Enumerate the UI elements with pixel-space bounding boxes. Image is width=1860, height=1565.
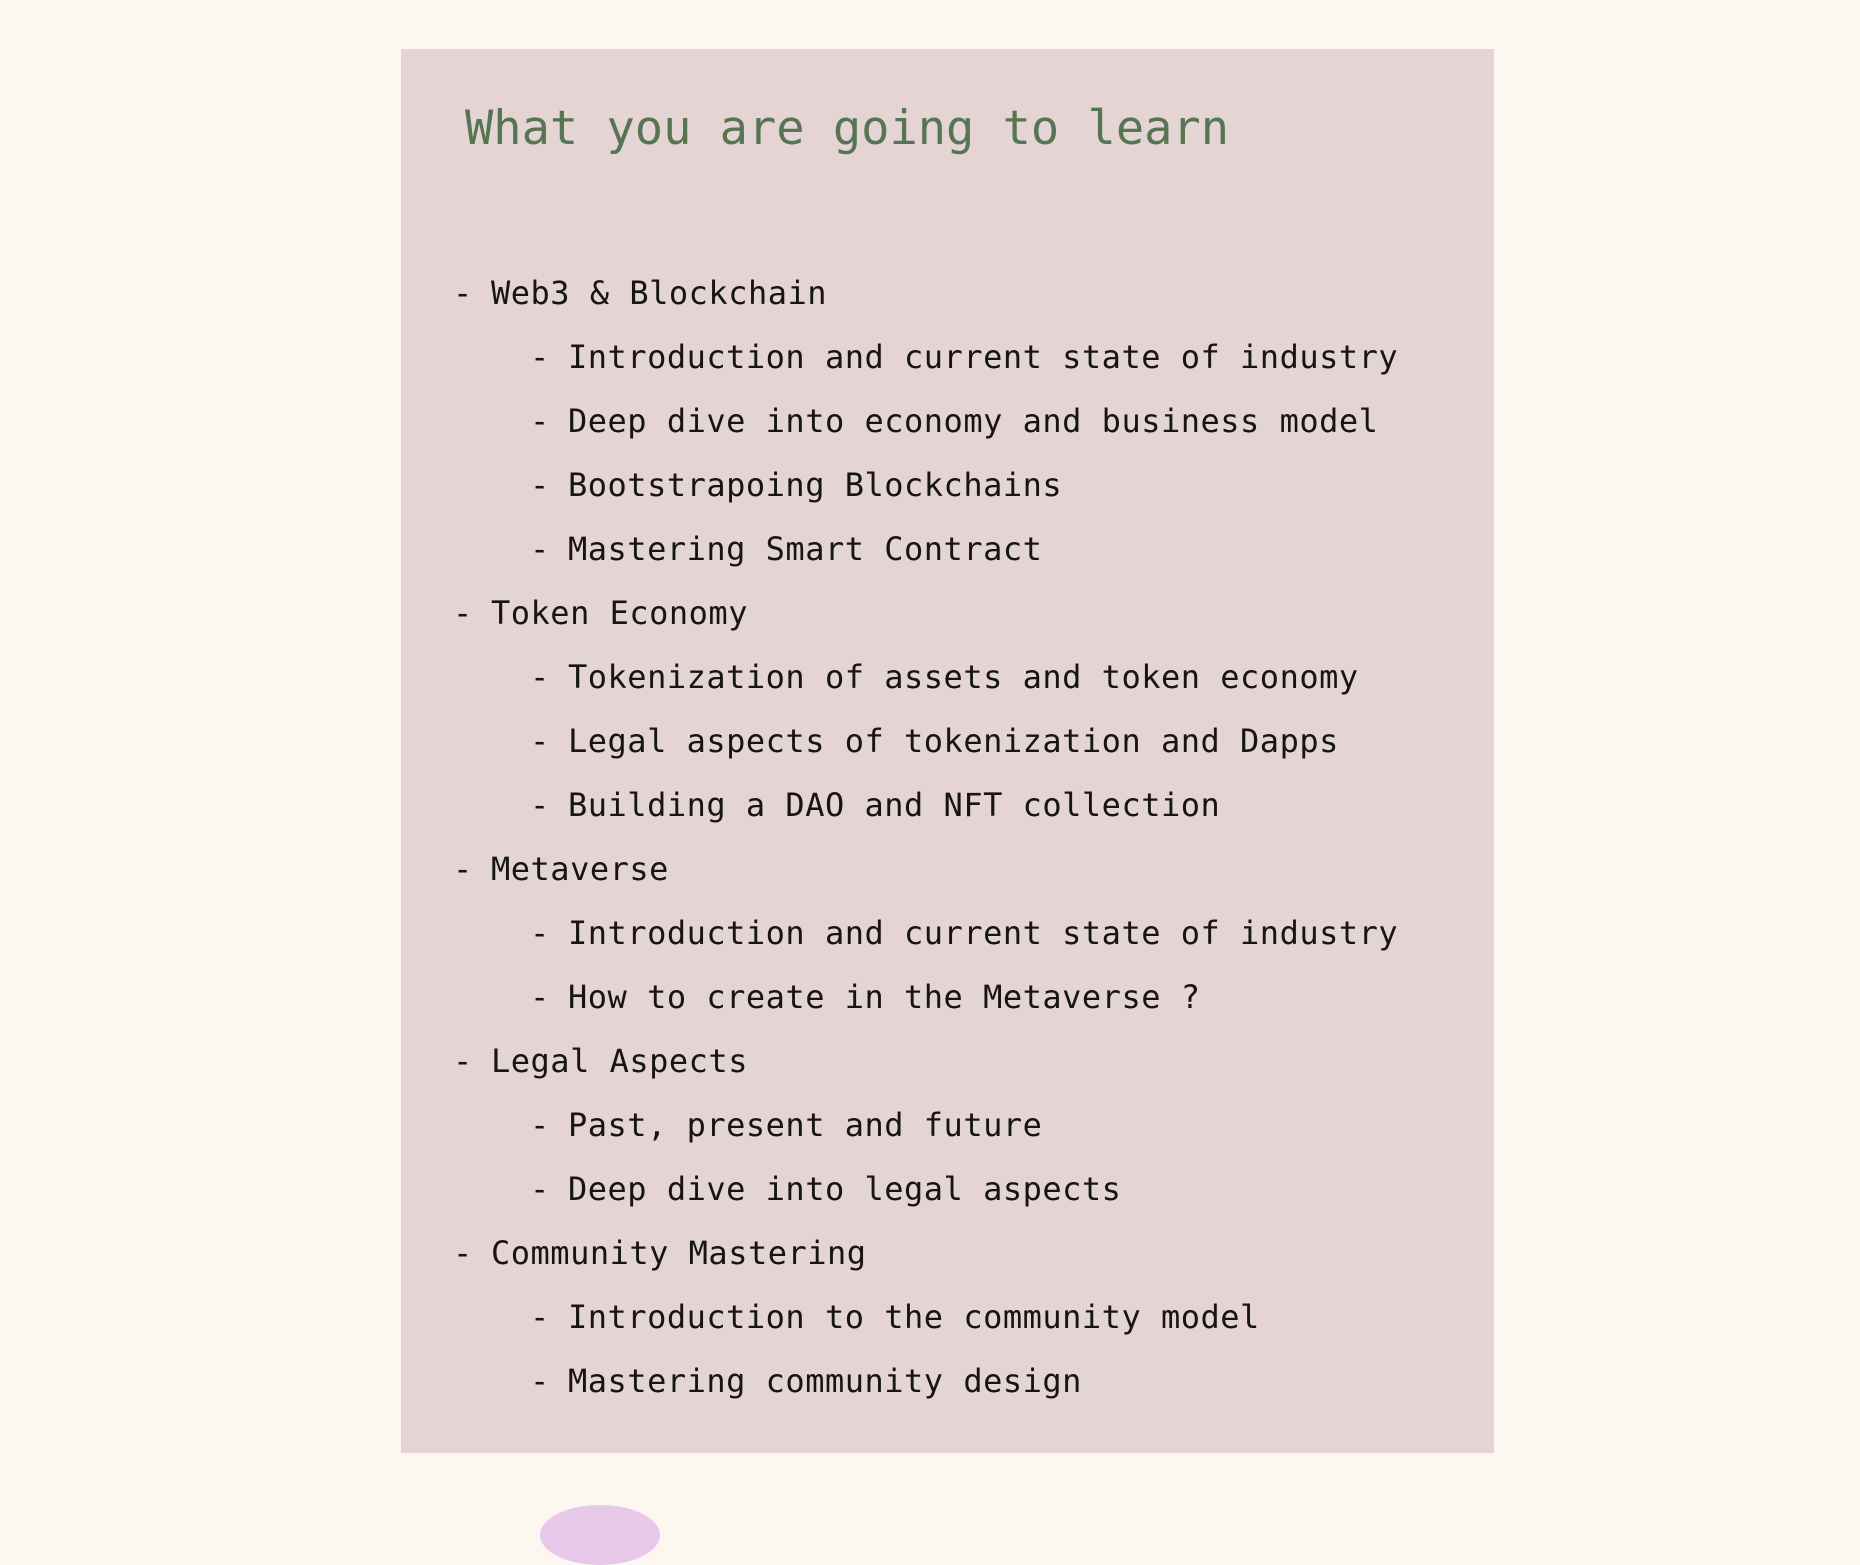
bullet-dash: - bbox=[530, 786, 550, 824]
syllabus-line-text: Tokenization of assets and token economy bbox=[568, 658, 1359, 696]
bullet-dash: - bbox=[530, 658, 550, 696]
syllabus-subtopic bbox=[453, 965, 1398, 1029]
bullet-dash: - bbox=[453, 850, 473, 888]
syllabus-line-text: Deep dive into economy and business model bbox=[568, 402, 1379, 440]
syllabus-line-text: Past, present and future bbox=[568, 1106, 1043, 1144]
curriculum-card bbox=[401, 49, 1494, 1453]
bullet-dash: - bbox=[530, 1362, 550, 1400]
syllabus-subtopic bbox=[453, 389, 1398, 453]
syllabus-subtopic bbox=[453, 1285, 1398, 1349]
syllabus-subtopic bbox=[453, 1157, 1398, 1221]
bullet-dash: - bbox=[530, 402, 550, 440]
syllabus-topic bbox=[453, 837, 1398, 901]
syllabus-topic bbox=[453, 1221, 1398, 1285]
syllabus-topic bbox=[453, 581, 1398, 645]
bullet-dash: - bbox=[453, 1042, 473, 1080]
syllabus-subtopic bbox=[453, 1093, 1398, 1157]
syllabus-subtopic bbox=[453, 1349, 1398, 1413]
syllabus-line-text: Introduction and current state of industry bbox=[568, 914, 1399, 952]
syllabus-line-text: Legal aspects of tokenization and Dapps bbox=[568, 722, 1339, 760]
syllabus-line-text: Bootstrapoing Blockchains bbox=[568, 466, 1063, 504]
bullet-dash: - bbox=[530, 722, 550, 760]
syllabus-line-text: Community Mastering bbox=[491, 1234, 867, 1272]
syllabus-line-text: Introduction to the community model bbox=[568, 1298, 1260, 1336]
syllabus-line-text: Metaverse bbox=[491, 850, 669, 888]
syllabus-line-text: How to create in the Metaverse ? bbox=[568, 978, 1201, 1016]
syllabus-subtopic bbox=[453, 645, 1398, 709]
syllabus-line-text: Building a DAO and NFT collection bbox=[568, 786, 1221, 824]
syllabus-topic bbox=[453, 261, 1398, 325]
syllabus-line-text: Legal Aspects bbox=[491, 1042, 748, 1080]
bullet-dash: - bbox=[453, 594, 473, 632]
syllabus-subtopic bbox=[453, 901, 1398, 965]
card-title: What you are going to learn bbox=[465, 101, 1230, 156]
bullet-dash: - bbox=[530, 466, 550, 504]
bullet-dash: - bbox=[530, 1106, 550, 1144]
bullet-dash: - bbox=[453, 1234, 473, 1272]
syllabus-line-text: Introduction and current state of industry bbox=[568, 338, 1399, 376]
bullet-dash: - bbox=[530, 1170, 550, 1208]
syllabus-subtopic bbox=[453, 325, 1398, 389]
syllabus-list bbox=[453, 261, 1398, 1413]
syllabus-line-text: Token Economy bbox=[491, 594, 748, 632]
syllabus-line-text: Mastering community design bbox=[568, 1362, 1082, 1400]
bullet-dash: - bbox=[453, 274, 473, 312]
syllabus-subtopic bbox=[453, 517, 1398, 581]
syllabus-subtopic bbox=[453, 453, 1398, 517]
bullet-dash: - bbox=[530, 1298, 550, 1336]
syllabus-subtopic bbox=[453, 773, 1398, 837]
bullet-dash: - bbox=[530, 978, 550, 1016]
bullet-dash: - bbox=[530, 530, 550, 568]
syllabus-line-text: Deep dive into legal aspects bbox=[568, 1170, 1122, 1208]
decorative-blob bbox=[540, 1505, 660, 1565]
bullet-dash: - bbox=[530, 338, 550, 376]
syllabus-line-text: Mastering Smart Contract bbox=[568, 530, 1043, 568]
bullet-dash: - bbox=[530, 914, 550, 952]
syllabus-line-text: Web3 & Blockchain bbox=[491, 274, 828, 312]
syllabus-topic bbox=[453, 1029, 1398, 1093]
syllabus-subtopic bbox=[453, 709, 1398, 773]
